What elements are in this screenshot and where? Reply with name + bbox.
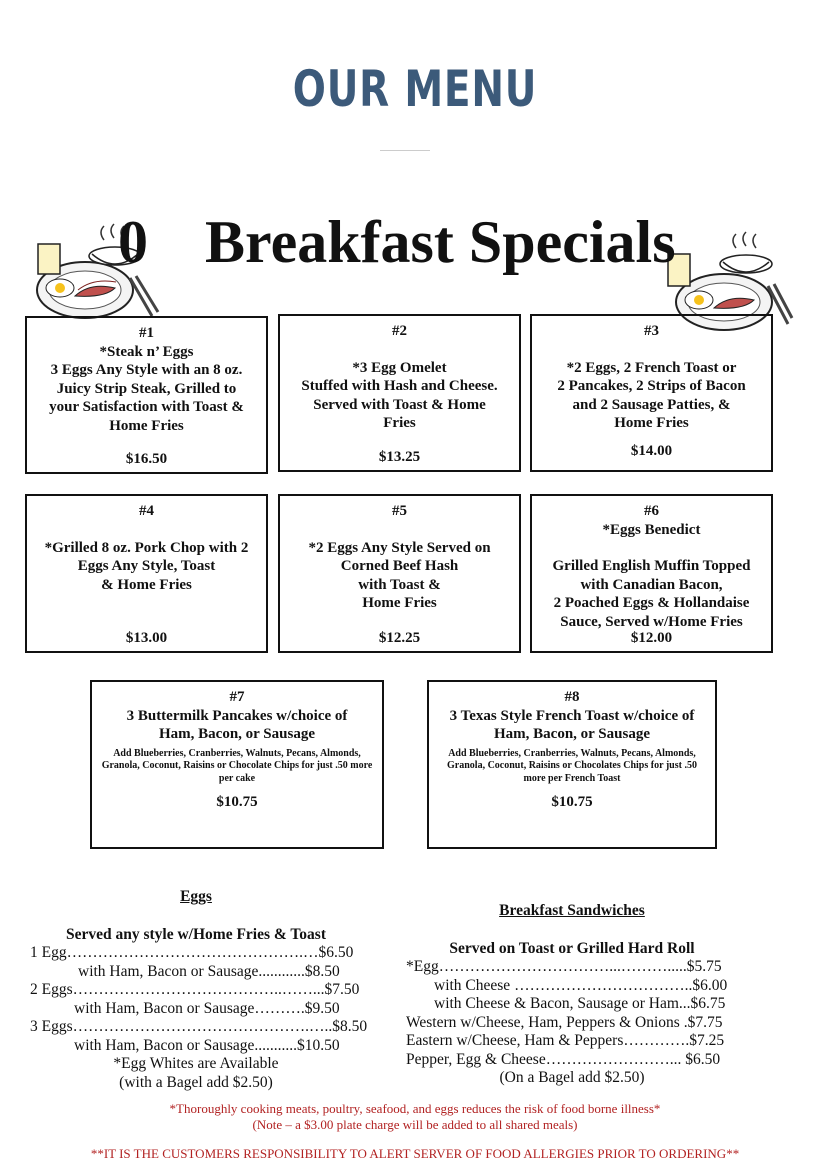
heading-divider (380, 150, 430, 151)
special-card (278, 494, 521, 653)
allergy-note: **IT IS THE CUSTOMERS RESPONSIBILITY TO ALERT SERVER OF FOOD ALLERGIES PRIOR TO ORDERING** (90, 1146, 740, 1161)
special-addon-note: Add Blueberries, Cranberries, Walnuts, Pecans, Almonds, Granola, Coconut, Raisins or Chocolate Chips for just .50 more per cake (101, 747, 373, 784)
menu-row: Eastern w/Cheese, Ham & Peppers………….$7.25 (406, 1032, 725, 1049)
spacer (0, 907, 392, 926)
special-line: Home Fries (362, 595, 437, 611)
special-line: 3 Texas Style French Toast w/choice of (449, 707, 695, 724)
menu-row: Western w/Cheese, Ham, Peppers & Onions .$7.75 (406, 1013, 723, 1031)
spacer (280, 341, 519, 359)
spacer (27, 521, 266, 539)
section-title: Breakfast Sandwiches (499, 902, 645, 919)
special-card (278, 314, 521, 472)
special-price: $14.00 (630, 442, 673, 459)
special-addon-note: Add Blueberries, Cranberries, Walnuts, Pecans, Almonds, Granola, Coconut, Raisins or Chocolates Chips for just .50 more per French Toast (447, 747, 697, 784)
menu-row: 2 Eggs…………………………………..……...$7.50 (30, 981, 360, 998)
special-price: $13.00 (125, 629, 168, 646)
section-title: Eggs (180, 888, 212, 905)
special-line: with Toast & (358, 576, 441, 593)
sandwiches-section (406, 902, 738, 1088)
spacer (406, 921, 738, 940)
special-line: Juicy Strip Steak, Grilled to (56, 380, 237, 397)
special-line: Corned Beef Hash (340, 558, 459, 574)
special-line: & Home Fries (101, 576, 192, 593)
special-price: $16.50 (125, 450, 168, 467)
special-line: *3 Egg Omelet (352, 359, 447, 376)
special-price: $12.25 (378, 629, 421, 646)
special-line: Served with Toast & Home (313, 396, 486, 413)
special-price: $10.75 (551, 794, 593, 810)
special-number: #7 (229, 689, 245, 705)
menu-note: *Egg Whites are Available (113, 1055, 279, 1072)
special-line: *Eggs Benedict (602, 521, 701, 538)
special-price: $13.25 (378, 448, 421, 465)
special-number: #1 (139, 325, 154, 341)
spacer (280, 521, 519, 539)
special-line: Ham, Bacon, or Sausage (494, 726, 650, 742)
menu-row: 3 Eggs……………………………………….…..$8.50 (30, 1018, 368, 1035)
special-card (25, 316, 268, 474)
special-line: *Steak n’ Eggs (99, 343, 194, 360)
spacer (532, 341, 771, 359)
special-line: *2 Eggs Any Style Served on (308, 539, 491, 556)
special-line: and 2 Sausage Patties, & (572, 396, 731, 413)
special-line: your Satisfaction with Toast & (49, 399, 244, 415)
special-price: $12.00 (630, 629, 673, 646)
title-fragment: 0 (118, 209, 148, 275)
menu-row: *Egg……………………………...……….....$5.75 (406, 958, 722, 975)
section-subtitle: Served any style w/Home Fries & Toast (65, 925, 327, 943)
eggs-section (0, 888, 392, 1092)
special-line: Grilled English Muffin Topped (552, 558, 751, 574)
special-line: *Grilled 8 oz. Pork Chop with 2 (44, 539, 249, 556)
plate-charge-note: (Note – a $3.00 plate charge will be added to all shared meals) (252, 1117, 578, 1132)
special-card (25, 494, 268, 653)
special-number: #8 (564, 689, 580, 705)
special-card (90, 680, 384, 849)
menu-row: with Ham, Bacon or Sausage……….$9.50 (74, 999, 340, 1017)
section-subtitle: Served on Toast or Grilled Hard Roll (449, 939, 695, 957)
special-card (530, 494, 773, 653)
special-card (427, 680, 717, 849)
menu-row: 1 Egg……………………………………….…$6.50 (30, 944, 354, 961)
page-heading: OUR MENU (292, 60, 538, 118)
special-line: Ham, Bacon, or Sausage (159, 726, 315, 742)
spacer (532, 539, 771, 557)
special-line: with Canadian Bacon, (580, 576, 723, 593)
menu-row: with Cheese ……………………………..$6.00 (434, 976, 728, 994)
special-line: Stuffed with Hash and Cheese. (301, 378, 498, 394)
special-line: 3 Eggs Any Style with an 8 oz. (50, 362, 243, 378)
special-line: *2 Eggs, 2 French Toast or (566, 359, 737, 376)
special-number: #3 (644, 323, 659, 339)
special-line: Home Fries (109, 417, 184, 434)
menu-note: (with a Bagel add $2.50) (119, 1073, 273, 1091)
menu-note: (On a Bagel add $2.50) (499, 1069, 645, 1086)
special-line: Home Fries (614, 415, 689, 431)
special-line: Eggs Any Style, Toast (77, 558, 216, 574)
menu-row: with Cheese & Bacon, Sausage or Ham...$6.75 (434, 995, 726, 1012)
menu-title: Breakfast Specials (205, 209, 676, 275)
special-line: Fries (383, 415, 416, 431)
menu-row: with Ham, Bacon or Sausage...........$10.50 (74, 1036, 340, 1054)
special-line: 3 Buttermilk Pancakes w/choice of (126, 707, 348, 724)
special-card (530, 314, 773, 472)
special-number: #5 (392, 503, 407, 519)
food-safety-note: *Thoroughly cooking meats, poultry, seafood, and eggs reduces the risk of food borne illness* (169, 1101, 661, 1116)
special-number: #4 (139, 503, 154, 519)
special-line: 2 Poached Eggs & Hollandaise (553, 595, 750, 611)
special-line: 2 Pancakes, 2 Strips of Bacon (557, 378, 746, 394)
menu-row: with Ham, Bacon or Sausage............$8.50 (78, 962, 340, 980)
special-line: Sauce, Served w/Home Fries (560, 613, 743, 630)
special-number: #6 (644, 503, 659, 519)
menu-row: Pepper, Egg & Cheese……………………... $6.50 (406, 1050, 721, 1068)
special-number: #2 (392, 323, 407, 339)
special-price: $10.75 (216, 794, 258, 810)
